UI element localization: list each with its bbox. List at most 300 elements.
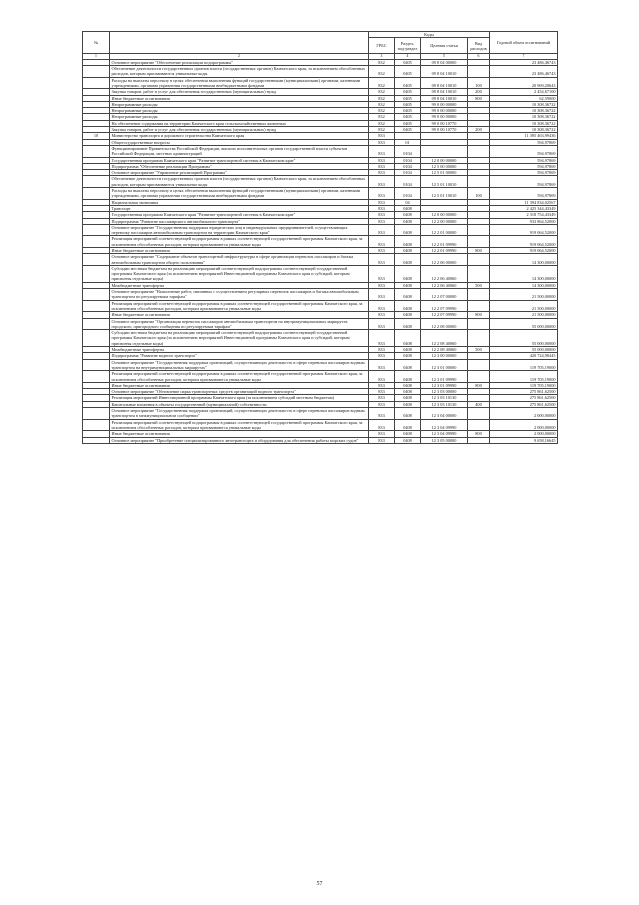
row-name-cell: Основное мероприятие "Содержание объектов транспортной инфраструктуры в сфере организации перевозок пассажиров и багажа автомобильным транспортом общего пользования"	[110, 254, 369, 266]
row-name-cell: Основное мероприятие "Обновление парка транспортных средств организаций водного транспорта"	[110, 389, 369, 395]
row-target-article-cell: 12 5 01 10010	[421, 176, 468, 188]
row-razdel-cell: 0408	[395, 254, 421, 266]
header-amount: Годовой объем ассигнований	[490, 32, 558, 54]
row-expense-type-cell	[468, 145, 490, 157]
row-grbs-cell: 833	[369, 353, 395, 359]
row-amount-cell: 594,97869	[490, 145, 558, 157]
row-grbs-cell: 833	[369, 133, 395, 139]
row-razdel-cell: 0408	[395, 395, 421, 401]
table-row	[83, 77, 558, 89]
row-target-article-cell: 12 5 01 10010	[421, 188, 468, 200]
row-amount-cell: 919 064,52000	[490, 248, 558, 254]
row-grbs-cell: 832	[369, 95, 395, 101]
row-expense-type-cell: 500	[468, 282, 490, 288]
row-name-cell: Государственная программа Камчатского края "Развитие транспортной системы в Камчатском крае"	[110, 212, 369, 218]
row-amount-cell: 275 861,62500	[490, 401, 558, 407]
row-expense-type-cell: 500	[468, 347, 490, 353]
row-grbs-cell: 833	[369, 431, 395, 437]
row-name-cell: Иные бюджетные ассигнования	[110, 431, 369, 437]
row-number-cell	[83, 289, 110, 301]
row-expense-type-cell	[468, 300, 490, 312]
row-razdel-cell: 0408	[395, 401, 421, 407]
row-grbs-cell: 833	[369, 318, 395, 330]
row-number-cell	[83, 176, 110, 188]
row-amount-cell: 594,97869	[490, 170, 558, 176]
row-razdel-cell: 0408	[395, 431, 421, 437]
row-razdel-cell: 0408	[395, 300, 421, 312]
row-expense-type-cell	[468, 419, 490, 431]
row-amount-cell: 420 724,98445	[490, 353, 558, 359]
header-grbs: ГРБС	[369, 38, 395, 54]
header-vid: Вид расходов	[468, 38, 490, 54]
row-razdel-cell: 0408	[395, 212, 421, 218]
row-amount-cell: 21 500,00000	[490, 312, 558, 318]
col-number: 6	[468, 54, 490, 60]
row-name-cell: Основное мероприятие "Государственная поддержка юридических лиц и индивидуальных предпринимателей, осуществляющих перевозку пассажиров автомобильным транспортом на территории Камчатского края"	[110, 224, 369, 236]
row-razdel-cell: 0104	[395, 163, 421, 169]
row-razdel-cell: 0408	[395, 224, 421, 236]
budget-table	[82, 31, 558, 444]
row-amount-cell: 14 300,00000	[490, 282, 558, 288]
row-amount-cell: 55 000,00000	[490, 347, 558, 353]
row-grbs-cell: 833	[369, 359, 395, 371]
row-amount-cell: 2 000,00000	[490, 431, 558, 437]
row-name-cell: Межбюджетные трансферты	[110, 347, 369, 353]
row-name-cell: Реализация мероприятий соответствующей подпрограммы в рамках соответствующей государственной программы Камчатского края, за исключением обособленных расходов, которым присваиваются уникальные коды	[110, 300, 369, 312]
row-target-article-cell: 12 2 01 09990	[421, 248, 468, 254]
row-razdel-cell: 04	[395, 199, 421, 205]
row-amount-cell: 20 969,20643	[490, 77, 558, 89]
row-target-article-cell: 12 3 04 09990	[421, 419, 468, 431]
row-target-article-cell: 12 0 00 00000	[421, 157, 468, 163]
row-amount-cell: 10 308,36722	[490, 114, 558, 120]
row-target-article-cell: 99 0 00 10770	[421, 120, 468, 126]
row-number-cell	[83, 437, 110, 443]
row-number-cell	[83, 188, 110, 200]
row-amount-cell: 10 308,36722	[490, 127, 558, 133]
row-name-cell: Основное мероприятие "Управление реализацией Программы"	[110, 170, 369, 176]
row-target-article-cell: 12 2 00 00000	[421, 218, 468, 224]
row-amount-cell: 55 000,00000	[490, 330, 558, 347]
row-amount-cell: 594,97869	[490, 157, 558, 163]
row-razdel-cell: 0408	[395, 382, 421, 388]
col-number: 4	[395, 54, 421, 60]
row-amount-cell: 2 000,00000	[490, 419, 558, 431]
row-amount-cell: 275 861,62500	[490, 395, 558, 401]
row-razdel-cell: 0405	[395, 114, 421, 120]
table-row	[83, 145, 558, 157]
row-target-article-cell: 99 0 00 10770	[421, 127, 468, 133]
row-amount-cell: 594,97869	[490, 176, 558, 188]
row-target-article-cell: 12 3 03 00000	[421, 389, 468, 395]
row-expense-type-cell	[468, 254, 490, 266]
row-number-cell	[83, 66, 110, 78]
row-name-cell: Государственная программа Камчатского края "Развитие транспортной системы в Камчатском крае"	[110, 157, 369, 163]
table-row	[83, 176, 558, 188]
row-grbs-cell: 833	[369, 401, 395, 407]
table-row	[83, 408, 558, 420]
row-expense-type-cell	[468, 408, 490, 420]
row-name-cell: Расходы на выплаты персоналу в целях обеспечения выполнения функций государственными (муниципальными) органами, казенными учреждениями, органами управления государственными внебюджетными фондами	[110, 77, 369, 89]
row-razdel-cell: 0408	[395, 236, 421, 248]
row-name-cell: Транспорт	[110, 205, 369, 211]
row-expense-type-cell: 200	[468, 89, 490, 95]
row-grbs-cell: 833	[369, 419, 395, 431]
row-grbs-cell: 832	[369, 127, 395, 133]
row-name-cell: Субсидии местным бюджетам на реализацию мероприятий соответствующей подпрограммы соответствующей государственной программы Камчатского края (за исключением мероприятий Инвестиционной программы Камчатского края и субсидий, которым присвоены отдельные коды)	[110, 330, 369, 347]
row-target-article-cell: 99 0 00 00000	[421, 114, 468, 120]
row-amount-cell: 594,97869	[490, 139, 558, 145]
row-razdel-cell: 0408	[395, 419, 421, 431]
row-number-cell	[83, 359, 110, 371]
row-razdel-cell: 0408	[395, 389, 421, 395]
row-name-cell: Реализация мероприятий Инвестиционной программы Камчатского края (за исключением субсидий местным бюджетам)	[110, 395, 369, 401]
row-name-cell: Закупка товаров, работ и услуг для обеспечения государственных (муниципальных) нужд	[110, 127, 369, 133]
row-amount-cell: 21 500,00000	[490, 289, 558, 301]
row-target-article-cell: 09 8 04 10010	[421, 89, 468, 95]
row-amount-cell: 10 308,36722	[490, 108, 558, 114]
row-expense-type-cell: 800	[468, 382, 490, 388]
row-amount-cell: 11 394 834,02567	[490, 199, 558, 205]
row-razdel-cell: 0405	[395, 120, 421, 126]
row-expense-type-cell	[468, 371, 490, 383]
row-target-article-cell: 12 0 00 00000	[421, 212, 468, 218]
table-row	[83, 371, 558, 383]
row-name-cell: Реализация мероприятий соответствующей подпрограммы в рамках соответствующей государственной программы Камчатского края, за исключением обособленных расходов, которым присваиваются уникальные коды	[110, 419, 369, 431]
row-razdel-cell: 0104	[395, 170, 421, 176]
row-grbs-cell: 833	[369, 139, 395, 145]
row-amount-cell: 119 705,19000	[490, 382, 558, 388]
row-number-cell	[83, 145, 110, 157]
row-name-cell: Субсидии местным бюджетам на реализацию мероприятий соответствующей подпрограммы соответствующей государственной программы Камчатского края (за исключением мероприятий Инвестиционной программы Камчатского края и субсидий, которым присвоены отдельные коды)	[110, 265, 369, 282]
row-name-cell: Иные бюджетные ассигнования	[110, 312, 369, 318]
row-target-article-cell: 12 5 00 00000	[421, 163, 468, 169]
row-target-article-cell: 12 3 05 00000	[421, 437, 468, 443]
table-row	[83, 359, 558, 371]
header-name-blank	[110, 32, 369, 54]
table-row	[83, 236, 558, 248]
row-amount-cell: 919 064,52000	[490, 224, 558, 236]
row-target-article-cell	[421, 145, 468, 157]
row-razdel-cell: 0408	[395, 330, 421, 347]
row-target-article-cell: 12 3 03 10130	[421, 395, 468, 401]
row-name-cell: Расходы на выплаты персоналу в целях обеспечения выполнения функций государственными (муниципальными) органами, казенными учреждениями, органами управления государственными внебюджетными фондами	[110, 188, 369, 200]
row-razdel-cell: 0408	[395, 359, 421, 371]
row-name-cell: На обеспечение содержания на территории Камчатского края сельскохозяйственных животных	[110, 120, 369, 126]
row-target-article-cell: 99 0 00 00000	[421, 108, 468, 114]
row-expense-type-cell	[468, 236, 490, 248]
row-grbs-cell: 832	[369, 120, 395, 126]
row-amount-cell: 11 395 463,99436	[490, 133, 558, 139]
table-row	[83, 300, 558, 312]
row-grbs-cell: 832	[369, 59, 395, 65]
row-expense-type-cell	[468, 265, 490, 282]
row-number-cell	[83, 265, 110, 282]
row-amount-cell: 119 705,19000	[490, 359, 558, 371]
row-name-cell: Непрограммные расходы	[110, 101, 369, 107]
table-row	[83, 224, 558, 236]
row-amount-cell: 2 425 344,43349	[490, 205, 558, 211]
row-amount-cell: 2 318 754,43349	[490, 212, 558, 218]
row-grbs-cell: 833	[369, 312, 395, 318]
row-amount-cell: 14 300,00000	[490, 254, 558, 266]
row-name-cell: Непрограммные расходы	[110, 114, 369, 120]
row-razdel-cell: 0405	[395, 127, 421, 133]
row-grbs-cell: 833	[369, 330, 395, 347]
row-amount-cell: 275 861,62500	[490, 389, 558, 395]
row-razdel-cell: 0104	[395, 157, 421, 163]
row-razdel-cell: 0408	[395, 353, 421, 359]
row-expense-type-cell: 800	[468, 312, 490, 318]
row-target-article-cell: 12 2 06 40060	[421, 282, 468, 288]
row-name-cell: Общегосударственные вопросы	[110, 139, 369, 145]
row-razdel-cell: 0408	[395, 371, 421, 383]
row-amount-cell: 14 300,00000	[490, 265, 558, 282]
row-grbs-cell: 833	[369, 382, 395, 388]
row-grbs-cell: 832	[369, 101, 395, 107]
table-row	[83, 265, 558, 282]
row-grbs-cell: 833	[369, 157, 395, 163]
row-target-article-cell: 12 2 07 09990	[421, 312, 468, 318]
row-target-article-cell: 12 3 01 09990	[421, 382, 468, 388]
row-expense-type-cell: 200	[468, 127, 490, 133]
row-grbs-cell: 832	[369, 114, 395, 120]
row-razdel-cell: 0408	[395, 408, 421, 420]
row-target-article-cell: 12 3 04 09990	[421, 431, 468, 437]
table-row	[83, 318, 558, 330]
row-amount-cell: 933 864,52000	[490, 218, 558, 224]
row-target-article-cell: 09 8 04 10010	[421, 95, 468, 101]
row-grbs-cell: 832	[369, 66, 395, 78]
row-expense-type-cell: 800	[468, 95, 490, 101]
row-amount-cell: 10 308,36722	[490, 120, 558, 126]
row-target-article-cell: 12 3 03 10130	[421, 401, 468, 407]
row-grbs-cell: 833	[369, 170, 395, 176]
row-name-cell: Непрограммные расходы	[110, 108, 369, 114]
row-razdel-cell: 0104	[395, 176, 421, 188]
row-expense-type-cell	[468, 176, 490, 188]
row-target-article-cell: 09 8 04 10010	[421, 77, 468, 89]
row-number-cell	[83, 224, 110, 236]
row-grbs-cell: 833	[369, 205, 395, 211]
col-number: 7	[490, 54, 558, 60]
row-expense-type-cell: 100	[468, 77, 490, 89]
col-number: 3	[369, 54, 395, 60]
table-body	[83, 59, 558, 443]
row-amount-cell: 10 308,36722	[490, 101, 558, 107]
row-grbs-cell: 833	[369, 289, 395, 301]
row-razdel-cell: 0408	[395, 265, 421, 282]
row-number-cell	[83, 318, 110, 330]
row-grbs-cell: 833	[369, 395, 395, 401]
table-row	[83, 188, 558, 200]
row-grbs-cell: 833	[369, 236, 395, 248]
col-number: 2	[110, 54, 369, 60]
row-razdel-cell: 0408	[395, 205, 421, 211]
row-target-article-cell: 12 3 01 09990	[421, 371, 468, 383]
row-amount-cell: 62,59000	[490, 95, 558, 101]
row-razdel-cell: 0405	[395, 77, 421, 89]
row-grbs-cell: 833	[369, 389, 395, 395]
row-amount-cell: 919 064,52000	[490, 236, 558, 248]
row-name-cell: Обеспечение деятельности государственных органов власти (государственных органов) Камчатского края, за исключением обособленных расходов, которым присваиваются уникальные коды	[110, 66, 369, 78]
row-expense-type-cell: 800	[468, 431, 490, 437]
row-name-cell: Министерство транспорта и дорожного строительства Камчатского края	[110, 133, 369, 139]
col-number: 1	[83, 54, 110, 60]
row-target-article-cell: 12 2 08 00000	[421, 318, 468, 330]
row-target-article-cell: 12 3 01 00000	[421, 359, 468, 371]
row-name-cell: Подпрограмма "Развитие водного транспорта"	[110, 353, 369, 359]
table-row	[83, 330, 558, 347]
row-number-cell	[83, 77, 110, 89]
row-razdel-cell: 0408	[395, 437, 421, 443]
row-amount-cell: 23 486,46743	[490, 59, 558, 65]
row-name-cell: Подпрограмма "Обеспечение реализации Программы"	[110, 163, 369, 169]
row-razdel-cell: 0405	[395, 66, 421, 78]
row-name-cell: Межбюджетные трансферты	[110, 282, 369, 288]
row-grbs-cell: 833	[369, 300, 395, 312]
row-target-article-cell: 12 2 07 09990	[421, 300, 468, 312]
row-razdel-cell: 0408	[395, 347, 421, 353]
row-number-cell	[83, 300, 110, 312]
row-target-article-cell: 09 8 04 00000	[421, 59, 468, 65]
row-grbs-cell: 832	[369, 108, 395, 114]
row-name-cell: Реализация мероприятий соответствующей подпрограммы в рамках соответствующей государственной программы Камчатского края, за исключением обособленных расходов, которым присваиваются уникальные коды	[110, 371, 369, 383]
row-number-cell: 10	[83, 133, 110, 139]
budget-table-container	[82, 31, 557, 444]
header-tselevaya: Целевая статья	[421, 38, 468, 54]
row-expense-type-cell	[468, 289, 490, 301]
row-grbs-cell: 833	[369, 224, 395, 236]
row-target-article-cell: 12 2 06 00000	[421, 254, 468, 266]
row-grbs-cell: 833	[369, 371, 395, 383]
row-name-cell: Основное мероприятие "Организация перевозок пассажиров автомобильным транспортом на внутримуниципальных маршрутах городского, пригородного сообщения по регулируемым тарифам"	[110, 318, 369, 330]
row-number-cell	[83, 254, 110, 266]
row-name-cell: Основное мероприятие "Выполнение работ, связанных с осуществлением регулярных перевозок пассажиров и багажа автомобильным транспортом по регулируемым тарифам"	[110, 289, 369, 301]
row-razdel-cell: 0104	[395, 188, 421, 200]
row-razdel-cell: 0408	[395, 318, 421, 330]
header-codes-group: Коды	[369, 32, 490, 38]
row-razdel-cell: 0408	[395, 282, 421, 288]
row-amount-cell: 23 486,46743	[490, 66, 558, 78]
row-amount-cell: 9 658,16645	[490, 437, 558, 443]
row-name-cell: Закупка товаров, работ и услуг для обеспечения государственных (муниципальных) нужд	[110, 89, 369, 95]
row-expense-type-cell: 400	[468, 401, 490, 407]
row-name-cell: Основное мероприятие "Приобретение специализированного автотранспорта и оборудования для обеспечения работы морских судов"	[110, 437, 369, 443]
row-grbs-cell: 833	[369, 199, 395, 205]
row-target-article-cell: 12 2 06 40060	[421, 265, 468, 282]
row-grbs-cell: 833	[369, 347, 395, 353]
row-razdel-cell: 0104	[395, 145, 421, 157]
row-name-cell: Национальная экономика	[110, 199, 369, 205]
row-grbs-cell: 833	[369, 188, 395, 200]
table-row	[83, 289, 558, 301]
row-grbs-cell: 833	[369, 408, 395, 420]
header-num: №	[83, 32, 110, 54]
row-amount-cell: 594,97869	[490, 163, 558, 169]
row-name-cell: Иные бюджетные ассигнования	[110, 95, 369, 101]
row-number-cell	[83, 236, 110, 248]
row-name-cell: Основное мероприятие "Государственная поддержка организаций, осуществляющих деятельность в сфере перевозки пассажиров водным транспортом на внутримуниципальных маршрутах"	[110, 359, 369, 371]
row-razdel-cell: 0408	[395, 248, 421, 254]
row-name-cell: Основное мероприятие "Обеспечение реализации подпрограммы"	[110, 59, 369, 65]
row-name-cell: Реализация мероприятий соответствующей подпрограммы в рамках соответствующей государственной программы Камчатского края, за исключением обособленных расходов, которым присваиваются уникальные коды	[110, 236, 369, 248]
table-row	[83, 437, 558, 443]
row-razdel-cell: 0408	[395, 289, 421, 301]
row-expense-type-cell: 800	[468, 248, 490, 254]
row-expense-type-cell	[468, 330, 490, 347]
row-grbs-cell: 833	[369, 265, 395, 282]
row-razdel-cell: 0405	[395, 95, 421, 101]
row-razdel-cell: 0408	[395, 218, 421, 224]
row-grbs-cell: 832	[369, 89, 395, 95]
row-name-cell: Иные бюджетные ассигнования	[110, 248, 369, 254]
row-expense-type-cell: 100	[468, 188, 490, 200]
row-target-article-cell: 12 3 04 00000	[421, 408, 468, 420]
row-amount-cell: 21 500,00000	[490, 300, 558, 312]
header-razdel: Раздел, под-раздел	[395, 38, 421, 54]
row-razdel-cell: 0405	[395, 101, 421, 107]
row-grbs-cell: 833	[369, 254, 395, 266]
row-target-article-cell: 12 2 07 00000	[421, 289, 468, 301]
row-grbs-cell: 833	[369, 218, 395, 224]
row-number-cell	[83, 408, 110, 420]
page-number: 57	[316, 881, 323, 887]
row-target-article-cell: 12 5 01 00000	[421, 170, 468, 176]
row-expense-type-cell	[468, 359, 490, 371]
row-razdel-cell: 0405	[395, 89, 421, 95]
row-expense-type-cell	[468, 437, 490, 443]
row-name-cell: Функционирование Правительства Российской Федерации, высших исполнительных органов государственной власти субъектов Российской Федерации, местных администраций	[110, 145, 369, 157]
row-name-cell: Подпрограмма "Развитие пассажирского автомобильного транспорта"	[110, 218, 369, 224]
row-name-cell: Обеспечение деятельности государственных органов власти (государственных органов) Камчатского края, за исключением обособленных расходов, которым присваиваются уникальные коды	[110, 176, 369, 188]
row-razdel-cell: 01	[395, 139, 421, 145]
row-amount-cell: 55 000,00000	[490, 318, 558, 330]
row-amount-cell: 594,97869	[490, 188, 558, 200]
row-amount-cell: 119 705,19000	[490, 371, 558, 383]
row-grbs-cell: 832	[369, 77, 395, 89]
row-expense-type-cell	[468, 66, 490, 78]
row-name-cell: Основное мероприятие "Государственная поддержка организаций, осуществляющих деятельность в сфере перевозки пассажиров водным транспортом в межмуниципальном сообщении"	[110, 408, 369, 420]
row-grbs-cell: 833	[369, 145, 395, 157]
table-row	[83, 419, 558, 431]
row-target-article-cell: 99 0 00 00000	[421, 101, 468, 107]
row-expense-type-cell	[468, 224, 490, 236]
row-razdel-cell: 0405	[395, 108, 421, 114]
row-expense-type-cell	[468, 318, 490, 330]
row-razdel-cell: 0405	[395, 59, 421, 65]
table-row	[83, 66, 558, 78]
row-grbs-cell: 833	[369, 163, 395, 169]
col-number: 5	[421, 54, 468, 60]
row-number-cell	[83, 419, 110, 431]
row-number-cell	[83, 371, 110, 383]
row-target-article-cell: 12 2 01 09990	[421, 236, 468, 248]
row-name-cell: Капитальные вложения в объекты государственной (муниципальной) собственности	[110, 401, 369, 407]
table-header	[83, 32, 558, 60]
row-target-article-cell: 12 2 08 40060	[421, 347, 468, 353]
row-target-article-cell: 12 2 01 00000	[421, 224, 468, 236]
row-amount-cell: 2 000,00000	[490, 408, 558, 420]
row-grbs-cell: 833	[369, 176, 395, 188]
row-amount-cell: 2 454,67100	[490, 89, 558, 95]
row-name-cell: Иные бюджетные ассигнования	[110, 382, 369, 388]
row-razdel-cell: 0408	[395, 312, 421, 318]
row-number-cell	[83, 330, 110, 347]
row-grbs-cell: 833	[369, 437, 395, 443]
row-grbs-cell: 833	[369, 212, 395, 218]
row-grbs-cell: 833	[369, 282, 395, 288]
